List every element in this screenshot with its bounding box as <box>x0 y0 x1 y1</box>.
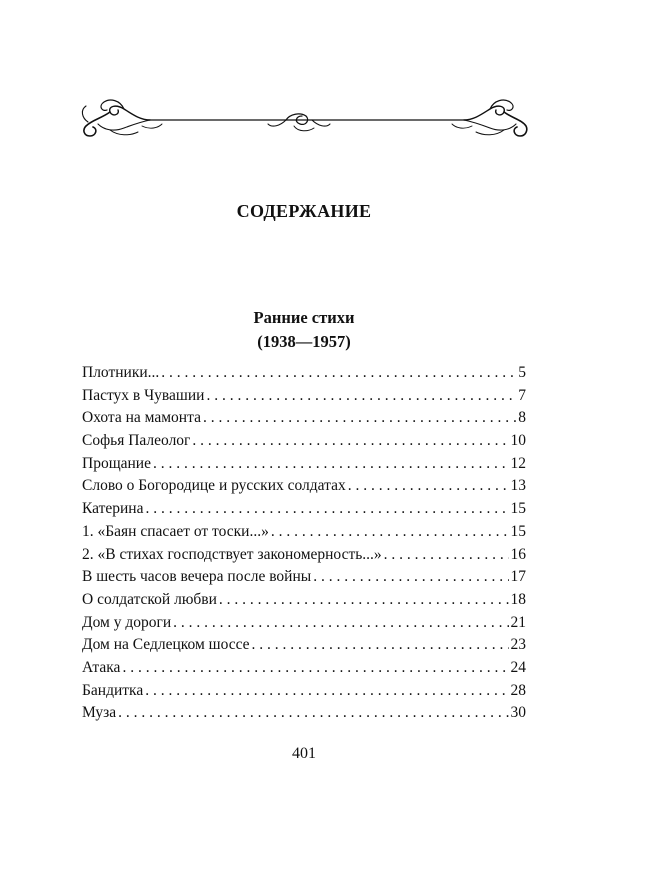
toc-dot-leader <box>252 636 509 654</box>
toc-dot-leader <box>219 591 509 609</box>
toc-entry-title: Дом у дороги <box>82 613 172 631</box>
section-title: Ранние стихи <box>253 308 355 327</box>
toc-dot-leader <box>146 500 509 518</box>
toc-entry[interactable] <box>82 659 526 682</box>
toc-entry-title: Бандитка <box>82 681 144 699</box>
toc-entry-page: 28 <box>510 681 526 699</box>
toc-entry-title: В шесть часов вечера после войны <box>82 568 312 586</box>
toc-dot-leader <box>384 546 509 564</box>
toc-entry[interactable] <box>82 477 526 500</box>
toc-entry-title: Софья Палеолог <box>82 432 191 450</box>
toc-entry[interactable] <box>82 432 526 455</box>
toc-entry-title: Прощание <box>82 454 151 472</box>
toc-dot-leader <box>192 432 508 450</box>
toc-dot-leader <box>153 455 509 473</box>
toc-entry-page: 8 <box>518 409 526 427</box>
toc-dot-leader <box>313 568 508 586</box>
toc-dot-leader <box>118 704 508 722</box>
toc-dot-leader <box>145 682 508 700</box>
toc-entry-page: 21 <box>510 613 526 631</box>
toc-entry[interactable] <box>82 523 526 546</box>
page-number: 401 <box>292 745 316 762</box>
toc-entry-page: 16 <box>510 545 526 563</box>
toc-entry[interactable] <box>82 568 526 591</box>
toc-entry-page: 30 <box>510 704 526 722</box>
toc-entry-page: 7 <box>518 386 526 404</box>
toc-entry-title: Катерина <box>82 500 144 518</box>
toc-entry[interactable] <box>82 636 526 659</box>
toc-dot-leader <box>173 614 508 632</box>
toc-entry-page: 13 <box>510 477 526 495</box>
toc-entry-page: 5 <box>518 364 526 381</box>
toc-dot-leader <box>203 409 516 427</box>
toc-entry-page: 15 <box>510 522 526 540</box>
section-heading <box>0 306 608 354</box>
toc-entry-page: 24 <box>510 658 526 676</box>
toc-entry-title: Пастух в Чувашии <box>82 386 205 404</box>
table-of-contents <box>82 364 526 727</box>
toc-entry-title: 1. «Баян спасает от тоски...» <box>82 522 269 540</box>
toc-entry-title: 2. «В стихах господствует закономерность...» <box>82 545 382 563</box>
toc-entry[interactable] <box>82 591 526 614</box>
toc-entry[interactable] <box>82 455 526 478</box>
toc-entry-title: Плотники... <box>82 364 160 381</box>
toc-entry-title: О солдатской любви <box>82 590 217 608</box>
toc-dot-leader <box>161 364 516 382</box>
toc-entry-page: 23 <box>510 636 526 654</box>
toc-entry[interactable] <box>82 546 526 569</box>
toc-entry-page: 12 <box>510 454 526 472</box>
toc-entry-page: 15 <box>510 500 526 518</box>
flourish-divider-icon <box>80 96 528 148</box>
toc-dot-leader <box>271 523 509 541</box>
toc-entry[interactable] <box>82 500 526 523</box>
toc-entry-title: Муза <box>82 704 117 722</box>
toc-entry-page: 18 <box>510 590 526 608</box>
section-years: (1938—1957) <box>257 332 351 351</box>
toc-dot-leader <box>206 387 516 405</box>
toc-entry-title: Атака <box>82 658 121 676</box>
toc-dot-leader <box>122 659 508 677</box>
toc-entry[interactable] <box>82 409 526 432</box>
toc-entry-page: 10 <box>510 432 526 450</box>
toc-entry[interactable] <box>82 682 526 705</box>
toc-dot-leader <box>348 477 509 495</box>
toc-entry-page: 17 <box>510 568 526 586</box>
toc-entry[interactable] <box>82 704 526 727</box>
toc-entry-title: Охота на мамонта <box>82 409 201 427</box>
toc-entry[interactable] <box>82 387 526 410</box>
toc-entry[interactable] <box>82 364 526 387</box>
toc-entry-title: Дом на Седлецком шоссе <box>82 636 250 654</box>
toc-entry-title: Слово о Богородице и русских солдатах <box>82 477 346 495</box>
toc-entry[interactable] <box>82 614 526 637</box>
page-title: СОДЕРЖАНИЕ <box>236 201 372 221</box>
